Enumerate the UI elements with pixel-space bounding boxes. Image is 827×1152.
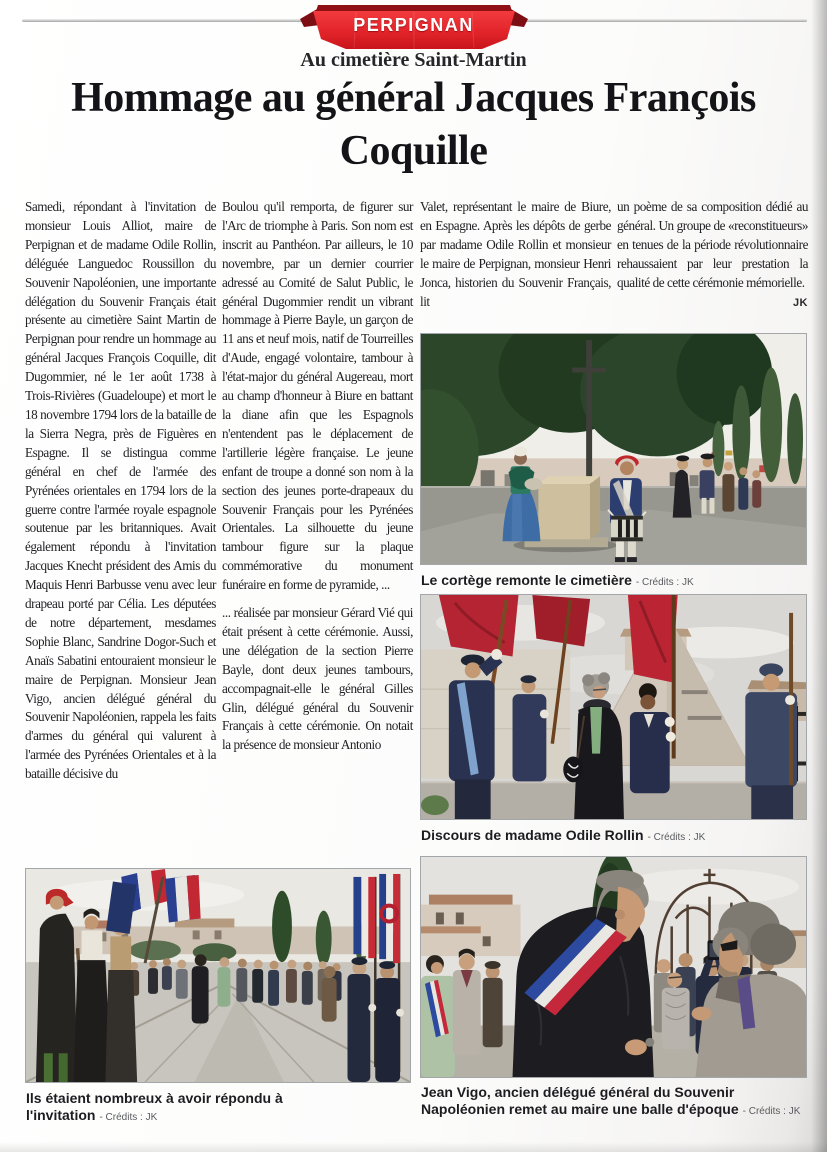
photo-discours (420, 594, 807, 820)
photo-cortege-illustration (421, 334, 806, 564)
section-banner-label: PERPIGNAN (353, 15, 474, 35)
photo-caption-text: Le cortège remonte le cimetière (421, 572, 632, 588)
paragraph: ... réalisée par monsieur Gérard Vié qui était présent à cette cérémonie. Aussi, une délégation de la section Pierre Bayle, dont deux jeunes tambours, accompagnait-elle le général Gilles Glin, délégué général du Souvenir Français à cette cérémonie. On notait la présence de monsieur Antonio (222, 605, 413, 753)
photo-caption-credits: - Crédits : JK (742, 1106, 801, 1117)
article-byline: JK (792, 296, 808, 309)
photo-caption-text: Discours de madame Odile Rollin (421, 827, 644, 843)
article-column-1 (25, 198, 216, 784)
photo-foule-illustration (26, 869, 410, 1082)
photo-caption (421, 1084, 807, 1118)
photo-caption-text: Ils étaient nombreux à avoir répondu à l'invitation (26, 1090, 283, 1123)
photo-foule (25, 868, 411, 1083)
section-banner (298, 3, 530, 51)
paragraph: Boulou qu'il remporta, de figurer sur l'Arc de triomphe à Paris. Son nom est inscrit au Panthéon. Par ailleurs, le 10 novembre, par un dernier courrier adressé au Comité de Salut Public, le général Dugommier rendit un vibrant hommage à Pierre Bayle, un garçon de 11 ans et neuf mois, natif de Tourreilles d'Aude, engagé volontaire, tambour à l'état-major du général Augereau, mort au champ d'honneur à Biure en battant la diane afin que les Espagnols n'entendent pas le déplacement de l'artillerie légère française. Le jeune enfant de troupe a donné son nom à la section des jeunes porte-drapeaux du Souvenir Français pour les Pyrénées Orientales. La silhouette du jeune tambour figure sur la plaque commémorative du monument funéraire en forme de pyramide, ... (222, 199, 413, 593)
paragraph: un poème de sa composition dédié au général. Un groupe de «reconstitueurs» en tenues de la période révolutionnaire rehaussaient par leur prestation la qualité de cette cérémonie mémorielle. (617, 199, 808, 290)
paragraph: Samedi, répondant à l'invitation de monsieur Louis Alliot, maire de Perpignan et de madame Odile Rollin, déléguée Languedoc Roussillon du Souvenir Napoléonien, une importante délégation du Souvenir Français était présente au cimetière Saint Martin de Perpignan pour rendre un hommage au général Jacques François Coquille, dit Dugommier, né le 1er août 1738 à Trois-Rivières (Guadeloupe) et mort le 18 novembre 1794 lors de la bataille de la Sierra Negra, près de Figuères en Espagne. Il se distingua comme général en chef de l'armée des Pyrénées orientales en 1794 lors de la guerre contre l'armée royale espagnole soutenue par les britanniques. Avait également répondu à l'invitation Jacques Knecht président des Amis du Maquis Henri Barbusse venu avec leur drapeau porté par Célia. Les députées de notre département, mesdames Sophie Blanc, Sandrine Dogor-Such et Anaïs Sabatini entouraient monsieur le maire de Perpignan. Monsieur Jean Vigo, ancien délégué général du Souvenir Napoléonien, rappela les faits d'armes du général qui valurent à l'armée des Pyrénées Orientales et à la bataille décisive du (25, 199, 216, 782)
photo-vigo-illustration (421, 857, 806, 1077)
photo-discours-illustration (421, 595, 806, 819)
photo-cortege (420, 333, 807, 565)
photo-caption (421, 572, 807, 589)
photo-vigo (420, 856, 807, 1078)
photo-caption-text: Jean Vigo, ancien délégué général du Souvenir Napoléonien remet au maire une balle d'époque (421, 1084, 739, 1117)
article-column-2 (222, 198, 413, 755)
photo-caption (421, 827, 807, 844)
photo-caption-credits: - Crédits : JK (635, 577, 694, 588)
kicker: Au cimetière Saint-Martin (300, 49, 527, 71)
article-column-4 (617, 198, 808, 310)
paragraph: Valet, représentant le maire de Biure, en Espagne. Après les dépôts de gerbe par madame Odile Rollin et monsieur le maire de Perpignan, monsieur Henri Jonca, historien du Souvenir Français, lit (420, 199, 611, 309)
photo-caption (26, 1090, 411, 1124)
photo-caption-credits: - Crédits : JK (647, 832, 706, 843)
article-column-3 (420, 198, 611, 311)
photo-caption-credits: - Crédits : JK (99, 1112, 158, 1123)
headline: Hommage au général Jacques François Coquille (71, 75, 756, 174)
